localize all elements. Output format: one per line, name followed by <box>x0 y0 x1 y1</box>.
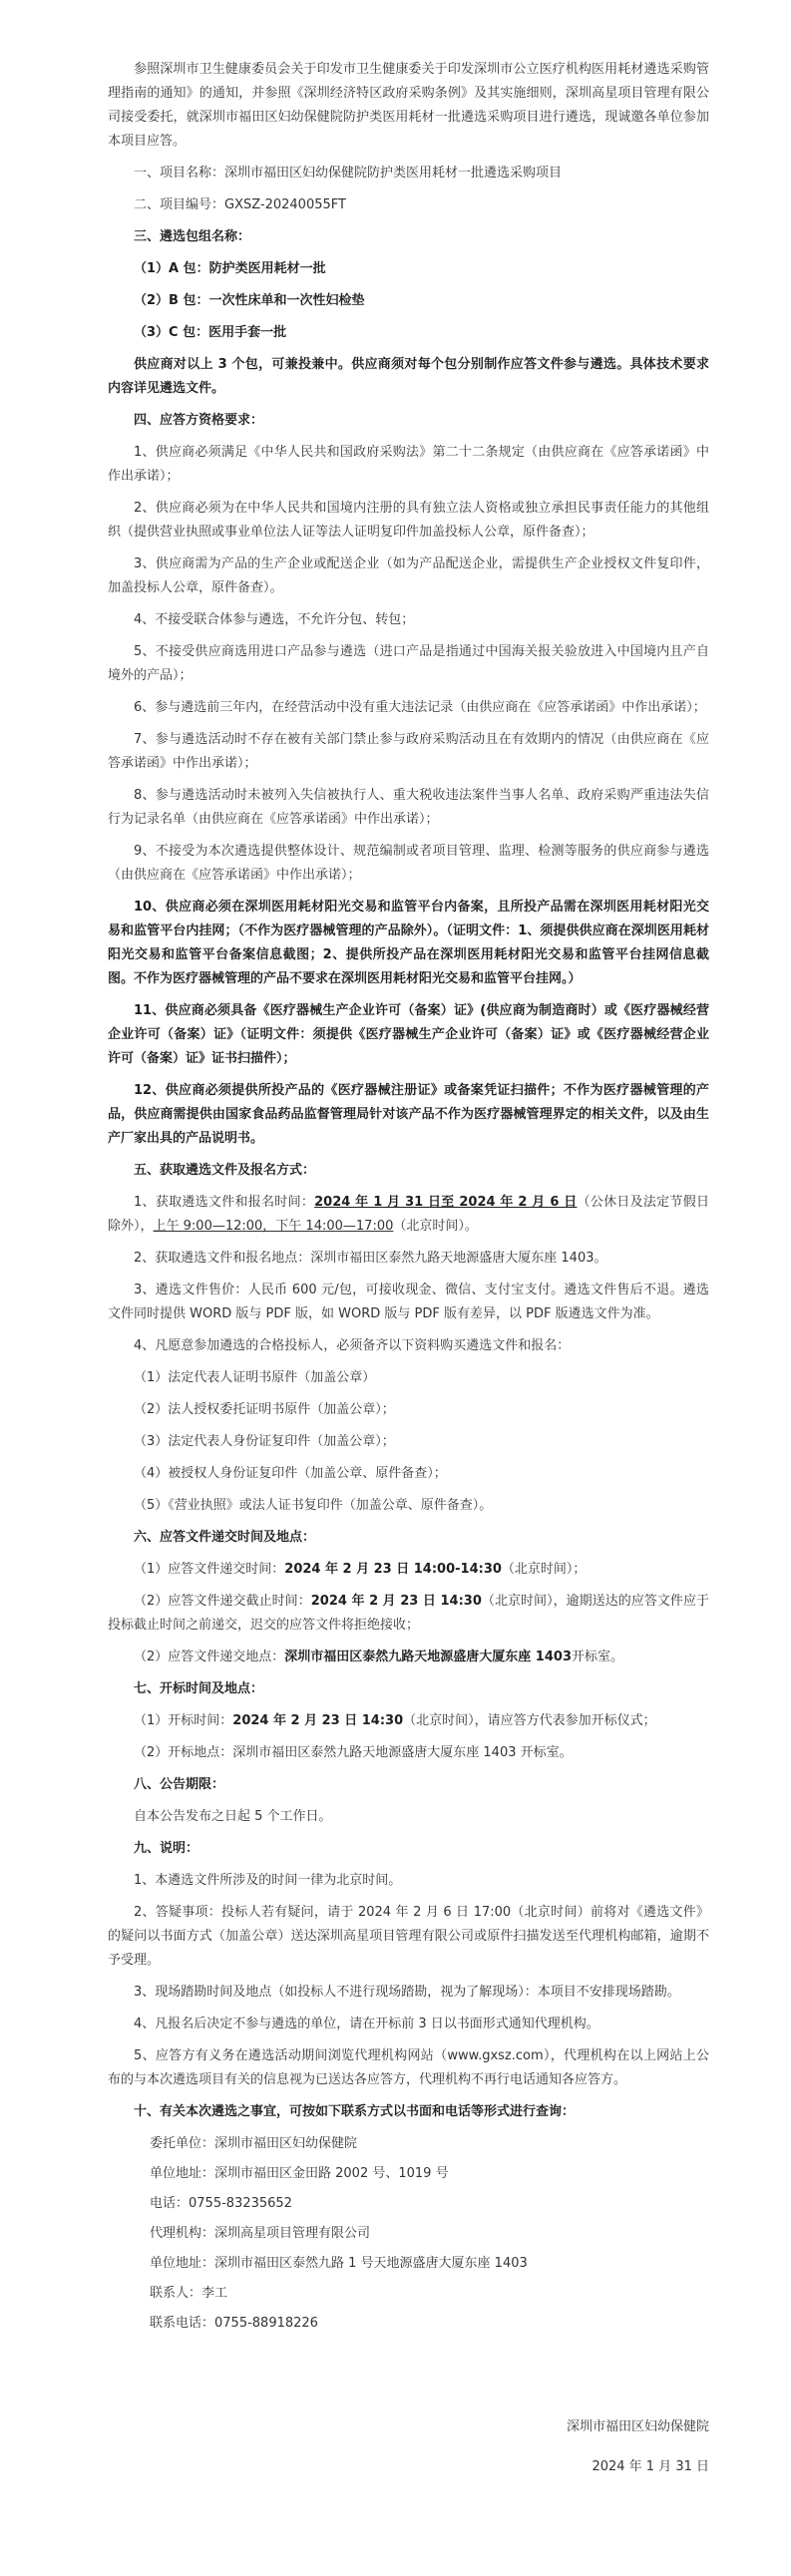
section-10-title: 十、有关本次遴选之事宜，可按如下联系方式以书面和电话等形式进行查询： <box>134 2104 576 2119</box>
material-item: （4）被授权人身份证复印件（加盖公章、原件备查）； <box>134 1466 447 1481</box>
qualification-item: 5、不接受供应商选用进口产品参与遴选（进口产品是指通过中国海关报关验放进入中国境内且产自境外的产品）； <box>108 644 709 683</box>
section-3-title: 三、遴选包组名称： <box>134 229 251 244</box>
signature-block <box>108 2415 709 2479</box>
material-item: （5）《营业执照》或法人证书复印件（加盖公章、原件备查）。 <box>134 1498 493 1513</box>
contact-info <box>108 2132 709 2336</box>
submission-location-value: 深圳市福田区泰然九路天地源盛唐大厦东座 1403 <box>284 1650 572 1664</box>
contact-person: 联系人：李工 <box>150 2286 228 2301</box>
note-item: 5、应答方有义务在遴选活动期间浏览代理机构网站（www.gxsz.com），代理机构在以上网站上公布的与本次遴选项目有关的信息视为已送达各应答方，代理机构不再行电话通知各应答方。 <box>108 2048 709 2087</box>
note-item: 3、现场踏勘时间及地点（如投标人不进行现场踏勘，视为了解现场）：本项目不安排现场踏勘。 <box>134 1985 680 2000</box>
submission-time-suffix: （北京时间）； <box>501 1562 587 1577</box>
qualification-item: 7、参与遴选活动时不存在被有关部门禁止参与政府采购活动且在有效期内的情况（由供应商在《应答承诺函》中作出承诺）； <box>108 732 709 771</box>
note-item: 1、本遴选文件所涉及的时间一律为北京时间。 <box>134 1873 402 1888</box>
qualification-item: 4、不接受联合体参与遴选，不允许分包、转包； <box>134 612 415 627</box>
client-address: 单位地址：深圳市福田区金田路 2002 号、1019 号 <box>150 2166 449 2181</box>
submission-deadline-value: 2024 年 2 月 23 日 14:30 <box>310 1594 482 1609</box>
section-4-title: 四、应答方资格要求： <box>134 413 264 428</box>
submission-time-value: 2024 年 2 月 23 日 14:00-14:30 <box>284 1562 502 1577</box>
material-item: （3）法定代表人身份证复印件（加盖公章）； <box>134 1434 395 1449</box>
intro-text: 参照深圳市卫生健康委员会关于印发市卫生健康委关于印发深圳市公立医疗机构医用耗材遴选采购管理指南的通知》的通知，并参照《深圳经济特区政府采购条例》及其实施细则，深圳高星项目管理有限公司接受委托，就深圳市福田区妇幼保健院防护类医用耗材一批遴选采购项目进行遴选，现诚邀各单位参加本项目应答。 <box>108 62 709 149</box>
section-5-title: 五、获取遴选文件及报名方式： <box>134 1163 316 1178</box>
qualification-item: 8、参与遴选活动时未被列入失信被执行人、重大税收违法案件当事人名单、政府采购严重违法失信行为记录名单（由供应商在《应答承诺函》中作出承诺）； <box>108 788 709 827</box>
client-name: 委托单位：深圳市福田区妇幼保健院 <box>150 2136 358 2151</box>
submission-deadline-label: （2）应答文件递交截止时间： <box>134 1594 311 1609</box>
obtain-time-note: （公休日及法定节假日除外）， <box>108 1195 709 1234</box>
obtain-date-range: 2024 年 1 月 31 日至 2024 年 2 月 6 日 <box>314 1195 578 1210</box>
opening-time-label: （1）开标时间： <box>134 1713 233 1728</box>
qualification-item: 10、供应商必须在深圳医用耗材阳光交易和监管平台内备案，且所投产品需在深圳医用耗材阳光交易和监管平台内挂网；（不作为医疗器械管理的产品除外）。（证明文件：1、须提供供应商在深圳医用耗材阳光交易和监管平台备案信息截图；2、提供所投产品在深圳医用耗材阳光交易和监管平台挂网信息截图。不作为医疗器械管理的产品不要求在深圳医用耗材阳光交易和监管平台挂网。） <box>108 900 709 986</box>
announcement-period: 自本公告发布之日起 5 个工作日。 <box>134 1809 332 1824</box>
project-code: 二、项目编号：GXSZ-20240055FT <box>134 197 346 212</box>
qualification-item: 1、供应商必须满足《中华人民共和国政府采购法》第二十二条规定（由供应商在《应答承诺函》中作出承诺）； <box>108 445 709 484</box>
obtain-hours: 上午 9:00—12:00，下午 14:00—17:00 <box>153 1219 394 1234</box>
qualification-item: 3、供应商需为产品的生产企业或配送企业（如为产品配送企业，需提供生产企业授权文件复印件，加盖投标人公章，原件备查）。 <box>108 556 709 595</box>
opening-location: （2）开标地点：深圳市福田区泰然九路天地源盛唐大厦东座 1403 开标室。 <box>134 1745 573 1760</box>
signature-org: 深圳市福田区妇幼保健院 <box>566 2419 709 2434</box>
obtain-time-label: 1、获取遴选文件和报名时间： <box>134 1195 315 1210</box>
submission-deadline-suffix: （北京时间），逾期送达的应答文件应于投标截止时间之前递交，迟交的应答文件将拒绝接收； <box>108 1594 709 1633</box>
section-6-title: 六、应答文件递交时间及地点： <box>134 1530 316 1545</box>
agency-name: 代理机构：深圳高星项目管理有限公司 <box>150 2226 371 2241</box>
registration-materials: 4、凡愿意参加遴选的合格投标人，必须备齐以下资料购买遴选文件和报名： <box>134 1338 571 1353</box>
project-name: 一、项目名称：深圳市福田区妇幼保健院防护类医用耗材一批遴选采购项目 <box>134 166 563 181</box>
submission-location-suffix: 开标室。 <box>572 1650 624 1664</box>
client-phone: 电话：0755-83235652 <box>150 2196 292 2211</box>
qualification-item: 9、不接受为本次遴选提供整体设计、规范编制或者项目管理、监理、检测等服务的供应商参与遴选（由供应商在《应答承诺函》中作出承诺）； <box>108 844 709 883</box>
section-7-title: 七、开标时间及地点： <box>134 1681 264 1696</box>
submission-location-label: （2）应答文件递交地点： <box>134 1650 285 1664</box>
submission-location <box>108 1646 709 1669</box>
submission-time <box>108 1558 709 1582</box>
package-b: （2）B 包：一次性床单和一次性妇检垫 <box>134 293 365 308</box>
material-item: （2）法人授权委托证明书原件（加盖公章）； <box>134 1402 395 1417</box>
qualification-item: 11、供应商必须具备《医疗器械生产企业许可（备案）证》(供应商为制造商时）或《医疗器械经营企业许可（备案）证》（证明文件：须提供《医疗器械生产企业许可（备案）证》或《医疗器械经营企业许可（备案）证》证书扫描件）； <box>108 1003 709 1066</box>
package-c: （3）C 包：医用手套一批 <box>134 325 287 340</box>
package-a: （1）A 包：防护类医用耗材一批 <box>134 261 326 276</box>
opening-time-suffix: （北京时间），请应答方代表参加开标仪式； <box>403 1713 656 1728</box>
qualification-item: 12、供应商必须提供所投产品的《医疗器械注册证》或备案凭证扫描件；不作为医疗器械管理的产品，供应商需提供由国家食品药品监督管理局针对该产品不作为医疗器械管理界定的相关文件，以及由生产厂家出具的产品说明书。 <box>108 1083 709 1146</box>
qualification-item: 2、供应商必须为在中华人民共和国境内注册的具有独立法人资格或独立承担民事责任能力的其他组织（提供营业执照或事业单位法人证等法人证明复印件加盖投标人公章，原件备查）； <box>108 501 709 540</box>
obtain-time <box>108 1191 709 1239</box>
note-item: 4、凡报名后决定不参与遴选的单位，请在开标前 3 日以书面形式通知代理机构。 <box>134 2017 599 2031</box>
obtain-time-suffix: （北京时间）。 <box>393 1219 478 1234</box>
signature-date: 2024 年 1 月 31 日 <box>592 2459 709 2474</box>
qualification-item: 6、参与遴选前三年内，在经营活动中没有重大违法记录（由供应商在《应答承诺函》中作出承诺）； <box>134 700 706 715</box>
agency-address: 单位地址：深圳市福田区泰然九路 1 号天地源盛唐大厦东座 1403 <box>150 2256 528 2271</box>
note-item: 2、答疑事项：投标人若有疑问，请于 2024 年 2 月 6 日 17:00（北京时间）前将对《遴选文件》的疑问以书面方式（加盖公章）送达深圳高星项目管理有限公司或原件扫描发送至代理机构邮箱，逾期不予受理。 <box>108 1905 709 1968</box>
opening-time <box>108 1709 709 1733</box>
submission-time-label: （1）应答文件递交时间： <box>134 1562 285 1577</box>
opening-time-value: 2024 年 2 月 23 日 14:30 <box>232 1713 404 1728</box>
document-price: 3、遴选文件售价：人民币 600 元/包，可接收现金、微信、支付宝支付。遴选文件售后不退。遴选文件同时提供 WORD 版与 PDF 版，如 WORD 版与 PDF 版有差异，以 PDF 版遴选文件为准。 <box>108 1283 709 1321</box>
material-item: （1）法定代表人证明书原件（加盖公章） <box>134 1370 376 1385</box>
contact-phone: 联系电话：0755-88918226 <box>150 2316 318 2331</box>
intro-paragraph <box>108 58 709 154</box>
obtain-location: 2、获取遴选文件和报名地点：深圳市福田区泰然九路天地源盛唐大厦东座 1403。 <box>134 1251 607 1266</box>
submission-deadline <box>108 1590 709 1638</box>
package-note: 供应商对以上 3 个包，可兼投兼中。供应商须对每个包分别制作应答文件参与遴选。具体技术要求内容详见遴选文件。 <box>108 357 709 396</box>
section-8-title: 八、公告期限： <box>134 1777 225 1792</box>
section-9-title: 九、说明： <box>134 1841 199 1856</box>
